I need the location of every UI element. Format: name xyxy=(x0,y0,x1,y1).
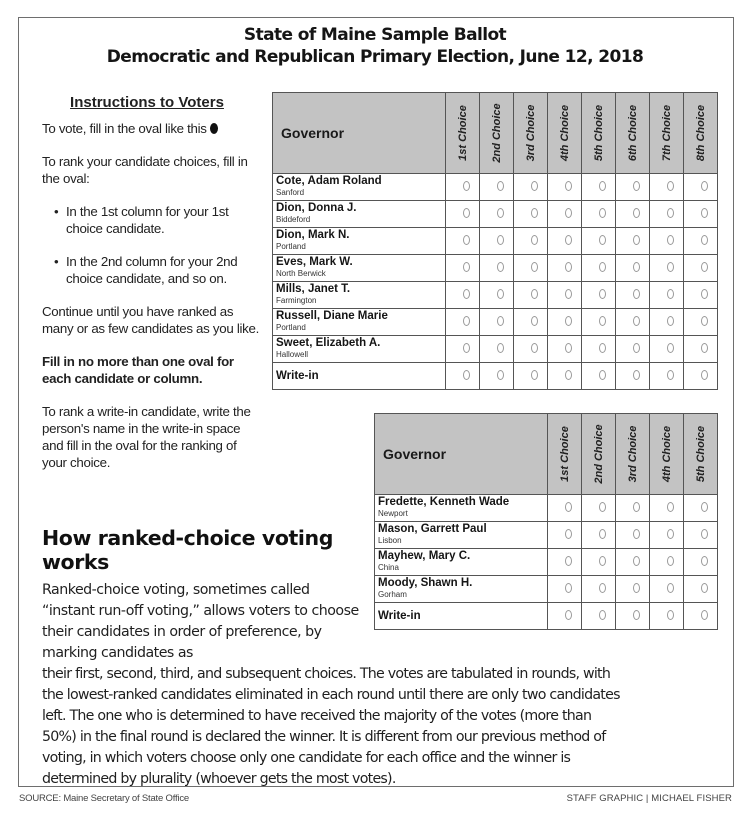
empty-oval-icon[interactable] xyxy=(633,529,640,539)
ballot-body xyxy=(375,495,718,630)
candidate-row xyxy=(273,282,718,309)
choice-cell xyxy=(616,336,650,363)
choice-column-header: 2nd Choice xyxy=(480,93,514,174)
choice-cell xyxy=(684,201,718,228)
choice-cell xyxy=(616,549,650,576)
choice-cell xyxy=(616,309,650,336)
candidate-row xyxy=(273,174,718,201)
empty-oval-icon[interactable] xyxy=(701,529,708,539)
empty-oval-icon[interactable] xyxy=(531,208,538,218)
empty-oval-icon[interactable] xyxy=(565,556,572,566)
candidate-town: North Berwick xyxy=(276,269,326,278)
empty-oval-icon[interactable] xyxy=(463,181,470,191)
empty-oval-icon[interactable] xyxy=(497,235,504,245)
empty-oval-icon[interactable] xyxy=(497,262,504,272)
ballot-header-row xyxy=(273,93,718,174)
empty-oval-icon[interactable] xyxy=(633,343,640,353)
empty-oval-icon[interactable] xyxy=(667,583,674,593)
candidate-row xyxy=(273,336,718,363)
choice-cell xyxy=(616,201,650,228)
choice-cell xyxy=(514,363,548,390)
empty-oval-icon[interactable] xyxy=(701,289,708,299)
empty-oval-icon[interactable] xyxy=(633,181,640,191)
candidate-cell xyxy=(273,201,446,228)
choice-cell xyxy=(582,309,616,336)
empty-oval-icon[interactable] xyxy=(667,370,674,380)
choice-cell xyxy=(514,255,548,282)
choice-column-header: 1st Choice xyxy=(548,414,582,495)
choice-cell xyxy=(616,282,650,309)
continue-instruction: Continue until you have ranked as many or as few candidates as you like. xyxy=(42,304,259,336)
empty-oval-icon[interactable] xyxy=(463,208,470,218)
empty-oval-icon[interactable] xyxy=(633,235,640,245)
bullet-icon: • xyxy=(54,254,59,269)
candidate-name: Moody, Shawn H. xyxy=(378,577,473,589)
empty-oval-icon[interactable] xyxy=(599,235,606,245)
choice-cell xyxy=(616,576,650,603)
empty-oval-icon[interactable] xyxy=(599,316,606,326)
empty-oval-icon[interactable] xyxy=(463,343,470,353)
empty-oval-icon[interactable] xyxy=(701,208,708,218)
choice-cell xyxy=(548,549,582,576)
empty-oval-icon[interactable] xyxy=(463,370,470,380)
explainer-body-intro: Ranked-choice voting, sometimes called “instant run-off voting,” allows voters to choose their candidates in order of preference, by marking candidates as xyxy=(42,582,359,661)
empty-oval-icon[interactable] xyxy=(497,289,504,299)
choice-cell xyxy=(480,336,514,363)
empty-oval-icon[interactable] xyxy=(565,208,572,218)
empty-oval-icon[interactable] xyxy=(565,343,572,353)
write-in-cell[interactable] xyxy=(273,363,446,390)
choice-cell xyxy=(650,495,684,522)
choice-cell xyxy=(684,282,718,309)
choice-cell xyxy=(446,282,480,309)
empty-oval-icon[interactable] xyxy=(701,181,708,191)
choice-cell xyxy=(548,495,582,522)
empty-oval-icon[interactable] xyxy=(701,262,708,272)
empty-oval-icon[interactable] xyxy=(531,316,538,326)
empty-oval-icon[interactable] xyxy=(565,610,572,620)
ballot-table-republican xyxy=(374,413,718,630)
choice-cell xyxy=(616,522,650,549)
candidate-name: Write-in xyxy=(378,609,421,622)
candidate-row xyxy=(375,495,718,522)
choice-cell xyxy=(548,522,582,549)
choice-cell xyxy=(514,282,548,309)
empty-oval-icon[interactable] xyxy=(667,181,674,191)
candidate-row xyxy=(375,576,718,603)
choice-cell xyxy=(684,495,718,522)
choice-cell xyxy=(582,576,616,603)
empty-oval-icon[interactable] xyxy=(667,262,674,272)
candidate-name: Mayhew, Mary C. xyxy=(378,550,471,562)
empty-oval-icon[interactable] xyxy=(565,181,572,191)
empty-oval-icon[interactable] xyxy=(701,370,708,380)
empty-oval-icon[interactable] xyxy=(667,502,674,512)
empty-oval-icon[interactable] xyxy=(633,289,640,299)
empty-oval-icon[interactable] xyxy=(667,235,674,245)
choice-cell xyxy=(480,255,514,282)
office-label: Governor xyxy=(273,93,446,174)
choice-cell xyxy=(446,336,480,363)
empty-oval-icon[interactable] xyxy=(463,235,470,245)
choice-cell xyxy=(446,201,480,228)
choice-cell xyxy=(650,522,684,549)
choice-cell xyxy=(616,603,650,630)
empty-oval-icon[interactable] xyxy=(633,370,640,380)
candidate-row xyxy=(273,255,718,282)
empty-oval-icon[interactable] xyxy=(531,181,538,191)
candidate-row xyxy=(375,522,718,549)
filled-oval-icon xyxy=(210,123,218,134)
choice-cell xyxy=(616,255,650,282)
choice-cell xyxy=(582,174,616,201)
choice-cell xyxy=(548,282,582,309)
candidate-cell xyxy=(273,255,446,282)
candidate-name: Sweet, Elizabeth A. xyxy=(276,337,381,349)
explainer-heading: How ranked-choice voting works xyxy=(42,526,334,574)
choice-column-header: 1st Choice xyxy=(446,93,480,174)
candidate-row xyxy=(375,549,718,576)
choice-cell xyxy=(446,309,480,336)
candidate-cell xyxy=(273,174,446,201)
candidate-name: Mason, Garrett Paul xyxy=(378,523,487,535)
empty-oval-icon[interactable] xyxy=(599,262,606,272)
choice-cell xyxy=(616,174,650,201)
choice-cell xyxy=(582,549,616,576)
choice-cell xyxy=(548,336,582,363)
choice-cell xyxy=(650,282,684,309)
candidate-town: Sanford xyxy=(276,188,305,197)
empty-oval-icon[interactable] xyxy=(667,343,674,353)
choice-cell xyxy=(514,309,548,336)
title-line-1: State of Maine Sample Ballot xyxy=(243,25,507,45)
choice-column-header: 5th Choice xyxy=(582,93,616,174)
choice-cell xyxy=(650,603,684,630)
empty-oval-icon[interactable] xyxy=(531,343,538,353)
candidate-town: Portland xyxy=(276,242,306,251)
empty-oval-icon[interactable] xyxy=(633,583,640,593)
candidate-cell xyxy=(273,336,446,363)
empty-oval-icon[interactable] xyxy=(531,370,538,380)
candidate-town: Biddeford xyxy=(276,215,311,224)
candidate-row xyxy=(375,603,718,630)
empty-oval-icon[interactable] xyxy=(497,208,504,218)
choice-cell xyxy=(684,522,718,549)
candidate-cell xyxy=(375,495,548,522)
empty-oval-icon[interactable] xyxy=(701,556,708,566)
empty-oval-icon[interactable] xyxy=(531,235,538,245)
choice-column-header: 4th Choice xyxy=(650,414,684,495)
empty-oval-icon[interactable] xyxy=(565,289,572,299)
empty-oval-icon[interactable] xyxy=(497,343,504,353)
choice-cell xyxy=(684,309,718,336)
choice-column-header: 5th Choice xyxy=(684,414,718,495)
choice-cell xyxy=(650,309,684,336)
candidate-town: Portland xyxy=(276,323,306,332)
empty-oval-icon[interactable] xyxy=(565,262,572,272)
page-title xyxy=(0,24,750,68)
choice-cell xyxy=(548,228,582,255)
empty-oval-icon[interactable] xyxy=(599,583,606,593)
empty-oval-icon[interactable] xyxy=(497,181,504,191)
empty-oval-icon[interactable] xyxy=(565,235,572,245)
candidate-cell xyxy=(273,282,446,309)
choice-cell xyxy=(650,201,684,228)
choice-cell xyxy=(548,363,582,390)
candidate-name: Mills, Janet T. xyxy=(276,283,351,295)
choice-cell xyxy=(684,336,718,363)
fill-oval-instruction: To vote, fill in the oval like this xyxy=(42,120,262,137)
empty-oval-icon[interactable] xyxy=(463,262,470,272)
empty-oval-icon[interactable] xyxy=(667,556,674,566)
candidate-name: Russell, Diane Marie xyxy=(276,310,388,322)
choice-cell xyxy=(650,336,684,363)
choice-cell xyxy=(650,255,684,282)
write-in-instruction: To rank a write-in candidate, write the person's name in the write-in space and fill in the oval for the ranking of your choice. xyxy=(42,404,251,470)
empty-oval-icon[interactable] xyxy=(599,370,606,380)
empty-oval-icon[interactable] xyxy=(701,235,708,245)
choice-cell xyxy=(446,228,480,255)
empty-oval-icon[interactable] xyxy=(599,181,606,191)
empty-oval-icon[interactable] xyxy=(633,610,640,620)
empty-oval-icon[interactable] xyxy=(701,343,708,353)
candidate-name: Write-in xyxy=(276,369,319,382)
choice-column-header: 8th Choice xyxy=(684,93,718,174)
choice-cell xyxy=(582,495,616,522)
choice-column-header: 3rd Choice xyxy=(616,414,650,495)
candidate-cell xyxy=(273,228,446,255)
choice-cell xyxy=(582,228,616,255)
empty-oval-icon[interactable] xyxy=(667,316,674,326)
choice-cell xyxy=(548,309,582,336)
empty-oval-icon[interactable] xyxy=(599,343,606,353)
empty-oval-icon[interactable] xyxy=(565,370,572,380)
candidate-town: China xyxy=(378,563,399,572)
candidate-name: Fredette, Kenneth Wade xyxy=(378,496,510,508)
candidate-cell xyxy=(375,522,548,549)
choice-column-header: 7th Choice xyxy=(650,93,684,174)
write-in-cell[interactable] xyxy=(375,603,548,630)
empty-oval-icon[interactable] xyxy=(667,610,674,620)
choice-cell xyxy=(684,228,718,255)
choice-cell xyxy=(650,549,684,576)
title-line-2: Democratic and Republican Primary Election, June 12, 2018 xyxy=(106,47,644,67)
choice-cell xyxy=(650,576,684,603)
choice-cell xyxy=(582,282,616,309)
choice-cell xyxy=(616,228,650,255)
empty-oval-icon[interactable] xyxy=(633,316,640,326)
empty-oval-icon[interactable] xyxy=(599,610,606,620)
empty-oval-icon[interactable] xyxy=(667,208,674,218)
candidate-town: Newport xyxy=(378,509,408,518)
choice-cell xyxy=(548,576,582,603)
choice-cell xyxy=(684,549,718,576)
bullet-icon: • xyxy=(54,204,59,219)
choice-cell xyxy=(480,174,514,201)
choice-cell xyxy=(582,201,616,228)
candidate-name: Eves, Mark W. xyxy=(276,256,353,268)
choice-cell xyxy=(480,282,514,309)
empty-oval-icon[interactable] xyxy=(599,208,606,218)
choice-cell xyxy=(650,228,684,255)
choice-cell xyxy=(582,255,616,282)
candidate-name: Dion, Mark N. xyxy=(276,229,350,241)
empty-oval-icon[interactable] xyxy=(667,529,674,539)
candidate-town: Lisbon xyxy=(378,536,402,545)
instructions-heading: Instructions to Voters xyxy=(70,94,224,111)
choice-cell xyxy=(616,363,650,390)
candidate-name: Cote, Adam Roland xyxy=(276,175,382,187)
instruction-bullet: • In the 1st column for your 1st choice candidate. xyxy=(54,204,229,236)
instruction-bullet: • In the 2nd column for your 2nd choice candidate, and so on. xyxy=(54,254,238,286)
choice-cell xyxy=(684,576,718,603)
empty-oval-icon[interactable] xyxy=(531,289,538,299)
choice-cell xyxy=(582,522,616,549)
empty-oval-icon[interactable] xyxy=(565,502,572,512)
choice-cell xyxy=(548,201,582,228)
choice-cell xyxy=(650,174,684,201)
choice-cell xyxy=(582,336,616,363)
choice-cell xyxy=(548,174,582,201)
empty-oval-icon[interactable] xyxy=(633,262,640,272)
candidate-name: Dion, Donna J. xyxy=(276,202,357,214)
warning-instruction: Fill in no more than one oval for each candidate or column. xyxy=(42,354,234,386)
empty-oval-icon[interactable] xyxy=(565,529,572,539)
explainer-body: their first, second, third, and subsequent choices. The votes are tabulated in rounds, with the lowest-ranked candidates eliminated in each round until there are only two candidates left. The one who is determined to have received the majority of the votes (more than 50%) in the final round is declared the winner. It is different from our previous method of voting, in which voters choose only one candidate for each office and the winner is determined by plurality (whoever gets the most votes). xyxy=(42,666,620,787)
empty-oval-icon[interactable] xyxy=(599,556,606,566)
candidate-cell xyxy=(375,549,548,576)
choice-cell xyxy=(480,363,514,390)
ballot-table-democratic xyxy=(272,92,718,390)
ballot-body xyxy=(273,174,718,390)
candidate-row xyxy=(273,228,718,255)
choice-cell xyxy=(480,201,514,228)
office-label: Governor xyxy=(375,414,548,495)
candidate-town: Gorham xyxy=(378,590,407,599)
empty-oval-icon[interactable] xyxy=(667,289,674,299)
choice-cell xyxy=(514,201,548,228)
choice-cell xyxy=(650,363,684,390)
empty-oval-icon[interactable] xyxy=(633,502,640,512)
empty-oval-icon[interactable] xyxy=(701,316,708,326)
empty-oval-icon[interactable] xyxy=(531,262,538,272)
empty-oval-icon[interactable] xyxy=(599,529,606,539)
choice-column-header: 6th Choice xyxy=(616,93,650,174)
instructions-panel xyxy=(42,94,262,487)
choice-cell xyxy=(548,603,582,630)
choice-cell xyxy=(684,174,718,201)
choice-cell xyxy=(582,363,616,390)
empty-oval-icon[interactable] xyxy=(701,583,708,593)
staff-credit: STAFF GRAPHIC | MICHAEL FISHER xyxy=(566,793,732,804)
empty-oval-icon[interactable] xyxy=(599,289,606,299)
empty-oval-icon[interactable] xyxy=(701,610,708,620)
choice-cell xyxy=(446,174,480,201)
candidate-row xyxy=(273,201,718,228)
empty-oval-icon[interactable] xyxy=(565,583,572,593)
empty-oval-icon[interactable] xyxy=(701,502,708,512)
choice-cell xyxy=(684,255,718,282)
ballot-header-row xyxy=(375,414,718,495)
candidate-town: Hallowell xyxy=(276,350,309,359)
choice-cell xyxy=(480,309,514,336)
empty-oval-icon[interactable] xyxy=(463,289,470,299)
choice-cell xyxy=(616,495,650,522)
choice-column-header: 2nd Choice xyxy=(582,414,616,495)
empty-oval-icon[interactable] xyxy=(633,208,640,218)
choice-cell xyxy=(514,336,548,363)
candidate-cell xyxy=(273,309,446,336)
choice-cell xyxy=(480,228,514,255)
source-credit: SOURCE: Maine Secretary of State Office xyxy=(19,793,189,804)
empty-oval-icon[interactable] xyxy=(497,316,504,326)
choice-cell xyxy=(684,363,718,390)
rank-intro: To rank your candidate choices, fill in the oval: xyxy=(42,154,248,186)
choice-cell xyxy=(446,255,480,282)
empty-oval-icon[interactable] xyxy=(599,502,606,512)
candidate-row xyxy=(273,363,718,390)
empty-oval-icon[interactable] xyxy=(497,370,504,380)
empty-oval-icon[interactable] xyxy=(633,556,640,566)
candidate-cell xyxy=(375,576,548,603)
choice-cell xyxy=(446,363,480,390)
choice-cell xyxy=(514,228,548,255)
empty-oval-icon[interactable] xyxy=(463,316,470,326)
candidate-row xyxy=(273,309,718,336)
choice-cell xyxy=(548,255,582,282)
choice-cell xyxy=(514,174,548,201)
choice-cell xyxy=(684,603,718,630)
empty-oval-icon[interactable] xyxy=(565,316,572,326)
choice-column-header: 3rd Choice xyxy=(514,93,548,174)
choice-column-header: 4th Choice xyxy=(548,93,582,174)
candidate-town: Farmington xyxy=(276,296,317,305)
choice-cell xyxy=(582,603,616,630)
